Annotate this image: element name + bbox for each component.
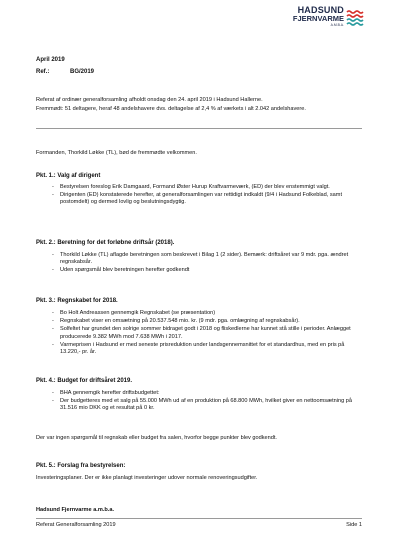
- pkt4-list: [60, 390, 360, 413]
- pkt5-body: Investeringsplaner. Der er ikke planlagt investeringer udover normale renoveringsudgifter.: [36, 475, 258, 481]
- list-item: - Uden spørgsmål blev beretningen herefter godkendt: [60, 267, 360, 274]
- pkt1-list: [60, 184, 360, 207]
- ref-value: BG/2019: [70, 69, 95, 75]
- list-item: - Der budgetteres med et salg på 55.000 MWh ud af en produktion på 68.800 MWh, hvilket giver en nettoomsætning på 31.516 mio DKK og et resultat på 0 kr.: [60, 398, 360, 412]
- page-number: Side 1: [346, 522, 362, 528]
- list-item: - BHA gennemgik herefter driftsbudgettet:: [60, 390, 360, 397]
- list-item: - Solfeltet har grundet den solrige sommer bidraget godt i 2018 og fliskedlerne har kunnet stå stille i perioder. Anlægget producerede 9.382 MWh mod 7.638 MWh i 2017.: [60, 326, 360, 340]
- welcome-text: Formanden, Thorkild Løkke (TL), bød de fremmødte velkommen.: [36, 150, 197, 156]
- section-title-pkt5: Pkt. 5.: Forslag fra bestyrelsen:: [36, 463, 126, 469]
- intro-text: Referat af ordinær generalforsamling afholdt onsdag den 24. april 2019 i Hadsund Hallerne.: [36, 97, 263, 103]
- logo-line-1: HADSUND: [297, 5, 344, 15]
- footer-company: Hadsund Fjernvarme a.m.b.a.: [36, 507, 115, 513]
- company-logo: [293, 6, 364, 27]
- attendance-text: Fremmødt: 51 deltagere, heraf 48 andelshavere dvs. deltagelse af 2,4 % af værkets i alt 2.042 andelshavere.: [36, 106, 306, 112]
- logo-line-3: A.M.B.A.: [330, 23, 344, 27]
- list-item: - Thorkild Løkke (TL) aflagde beretningen som beskrevet i Bilag 1 (2 sider). Bemærk: driftsåret var 9 mdr. pga. ændret regnskabsår.: [60, 252, 360, 266]
- document-date: April 2019: [36, 57, 65, 63]
- section-title-pkt3: Pkt. 3.: Regnskabet for 2018.: [36, 298, 118, 304]
- footer-doc-title: Referat Generalforsamling 2019: [36, 522, 116, 528]
- section-title-pkt4: Pkt. 4.: Budget for driftsåret 2019.: [36, 378, 133, 384]
- pkt2-list: [60, 252, 360, 275]
- list-item: - Varmeprisen i Hadsund er med seneste prisreduktion under landsgennemsnittet for et standardhus, med en pris på 13.220,- pr. år.: [60, 342, 360, 356]
- waves-icon: [346, 8, 364, 26]
- divider: [36, 128, 362, 129]
- list-item: - Bestyrelsen foreslog Erik Damgaard, Formand Øster Hurup Kraftvarmeværk, (ED) der blev enstemmigt valgt.: [60, 184, 360, 191]
- pkt3-list: [60, 310, 360, 356]
- list-item: - Regnskabet viser en omsætning på 20.537.548 mio. kr. (9 mdr. pga. omlægning af regnskabsår).: [60, 318, 360, 325]
- list-item: - Bo Holt Andreassen gennemgik Regnskabet (se præsentation): [60, 310, 360, 317]
- pkt4-summary: Der var ingen spørgsmål til regnskab eller budget fra salen, hvorfor begge punkter blev godkendt.: [36, 435, 277, 441]
- ref-label: Ref.:: [36, 69, 50, 75]
- list-item: - Dirigenten (ED) konstaterede herefter, at generalforsamlingen var rettidigt indkaldt (9/4 i Hadsund Folkeblad, samt postomdelt) og dermed lovlig og beslutningsdygtig.: [60, 192, 360, 206]
- section-title-pkt2: Pkt. 2.: Beretning for det forløbne driftsår (2018).: [36, 240, 175, 246]
- logo-line-2: FJERNVARME: [292, 14, 344, 23]
- section-title-pkt1: Pkt. 1.: Valg af dirigent: [36, 173, 101, 179]
- footer-divider: [36, 518, 362, 519]
